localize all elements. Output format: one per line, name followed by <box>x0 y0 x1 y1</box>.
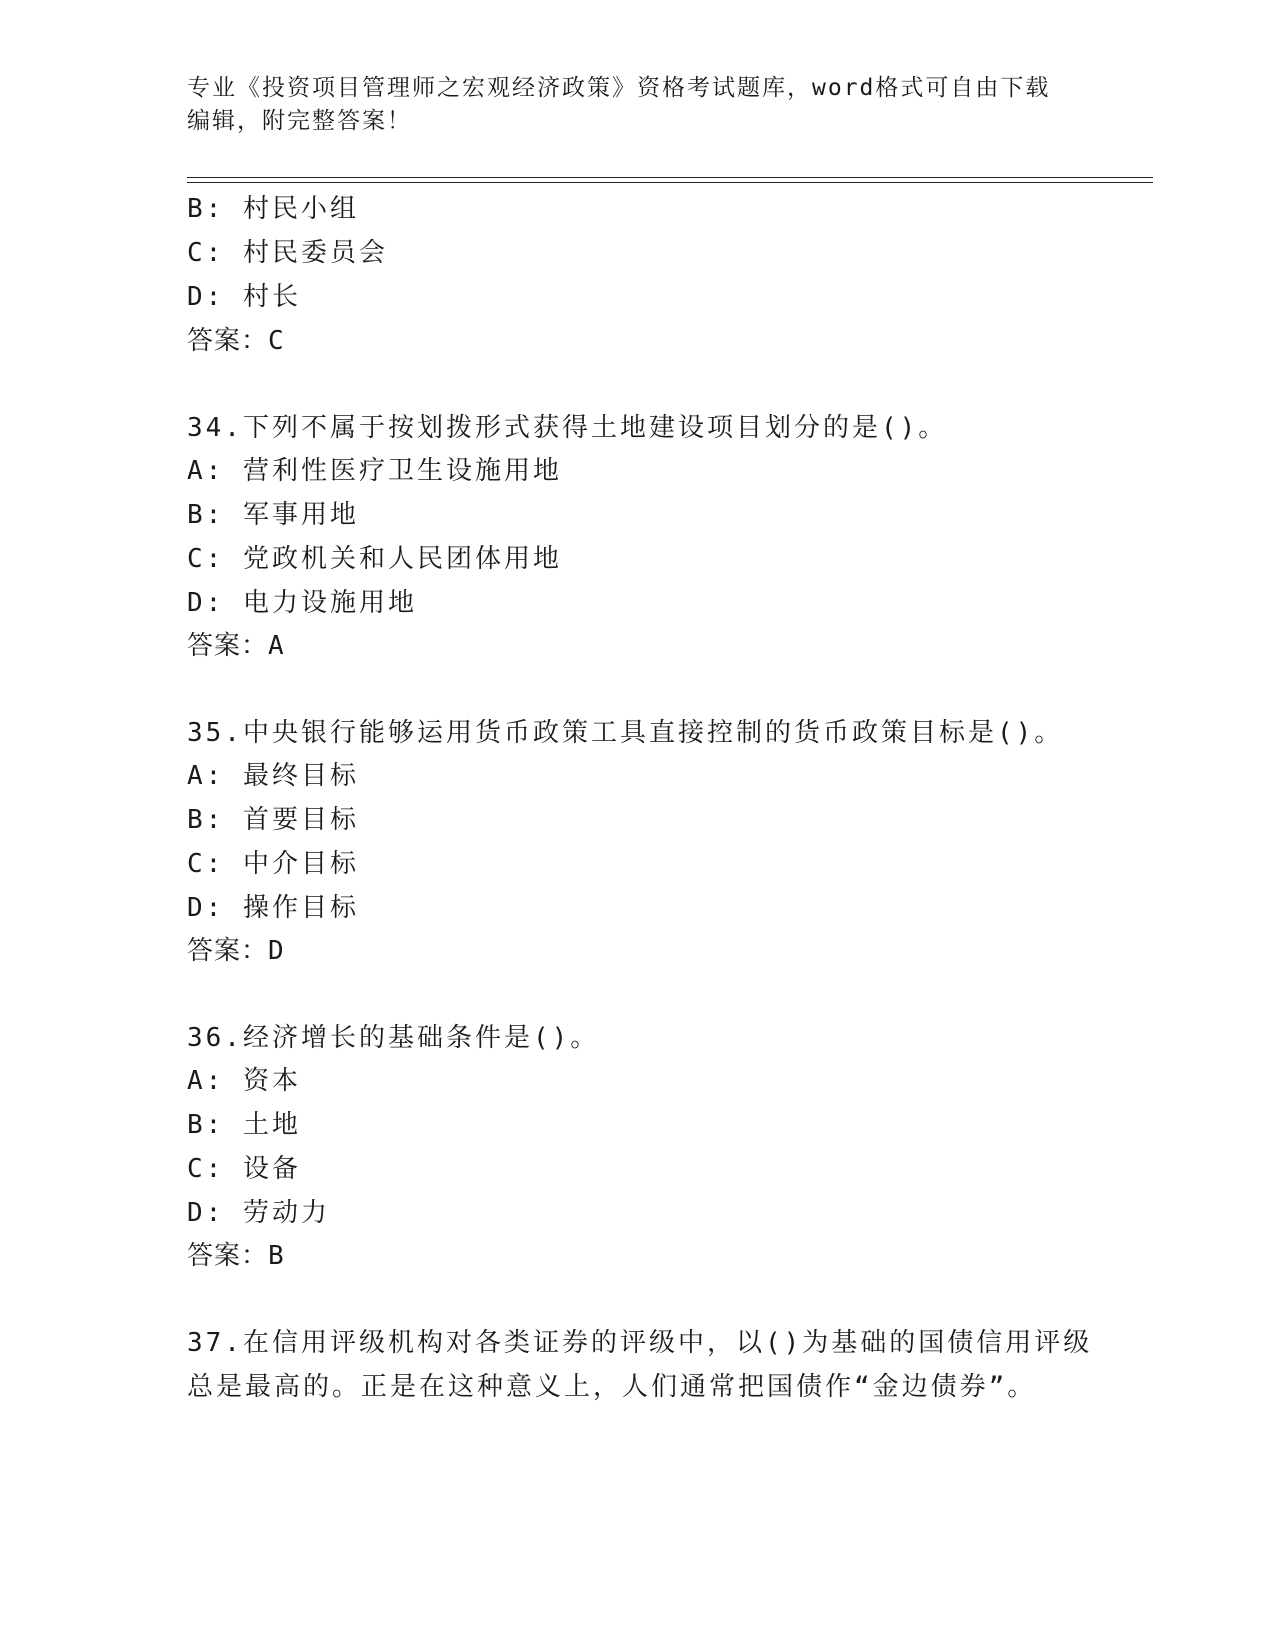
option-d: D: 操作目标 <box>187 893 359 923</box>
answer <box>187 325 285 357</box>
answer-value: C <box>268 326 285 356</box>
option-d: D: 村长 <box>187 282 301 312</box>
option-c: C: 设备 <box>187 1154 301 1184</box>
answer-label: 答案： <box>187 631 269 661</box>
option-d: D: 电力设施用地 <box>187 588 417 618</box>
option-c: C: 党政机关和人民团体用地 <box>187 544 562 574</box>
question-stem: 36.经济增长的基础条件是()。 <box>187 1023 600 1053</box>
question-stem-line-2: 总是最高的。正是在这种意义上，人们通常把国债作“金边债券”。 <box>187 1372 1037 1402</box>
answer-value: B <box>268 1241 285 1271</box>
header-divider-bottom <box>187 182 1153 183</box>
option-d: D: 劳动力 <box>187 1198 330 1228</box>
option-b: B: 村民小组 <box>187 194 359 224</box>
answer-value: A <box>268 631 285 661</box>
answer-label: 答案： <box>187 326 269 356</box>
question-stem: 35.中央银行能够运用货币政策工具直接控制的货币政策目标是()。 <box>187 718 1064 748</box>
answer <box>187 630 285 662</box>
question-stem: 34.下列不属于按划拨形式获得土地建设项目划分的是()。 <box>187 413 948 443</box>
header-divider-top <box>187 177 1153 178</box>
option-a: A: 最终目标 <box>187 761 359 791</box>
question-stem-line-1: 37.在信用评级机构对各类证券的评级中，以()为基础的国债信用评级 <box>187 1328 1093 1358</box>
option-b: B: 军事用地 <box>187 500 359 530</box>
answer-label: 答案： <box>187 1241 269 1271</box>
document-header: 专业《投资项目管理师之宏观经济政策》资格考试题库，word格式可自由下载编辑，附完整答案！ <box>187 75 1051 134</box>
answer <box>187 1240 285 1272</box>
option-b: B: 首要目标 <box>187 805 359 835</box>
option-a: A: 营利性医疗卫生设施用地 <box>187 456 562 486</box>
answer-value: D <box>268 936 285 966</box>
option-b: B: 土地 <box>187 1110 301 1140</box>
answer <box>187 935 285 967</box>
option-c: C: 村民委员会 <box>187 238 388 268</box>
option-a: A: 资本 <box>187 1066 301 1096</box>
option-c: C: 中介目标 <box>187 849 359 879</box>
answer-label: 答案： <box>187 936 269 966</box>
